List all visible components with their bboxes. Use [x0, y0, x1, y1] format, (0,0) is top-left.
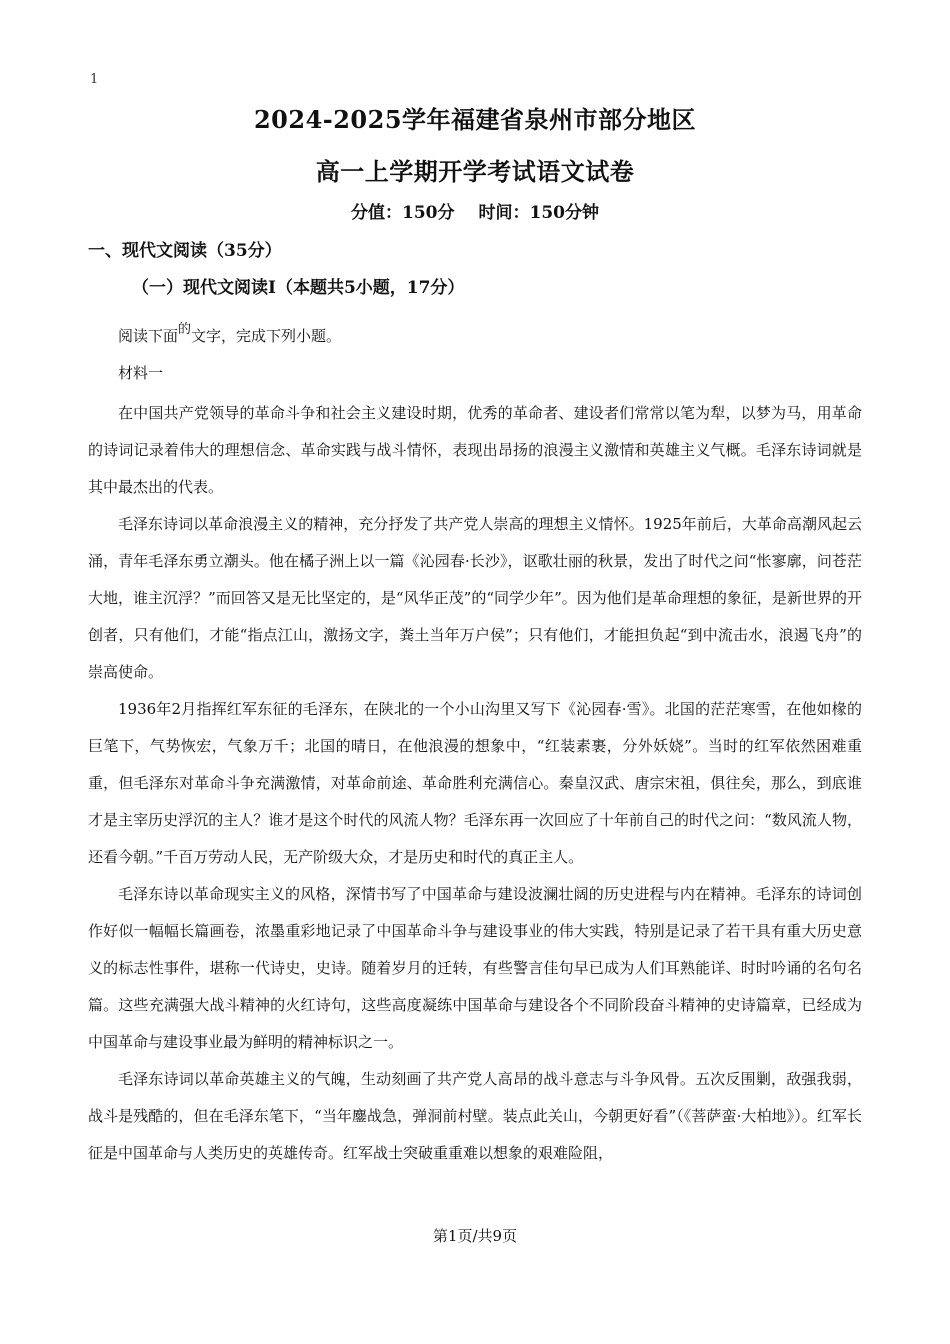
material-label: 材料一: [118, 364, 164, 382]
exam-title-line1: 2024-2025学年福建省泉州市部分地区: [253, 105, 697, 134]
exam-meta: [0, 198, 950, 223]
section-heading: 一、现代文阅读（35分）: [88, 241, 282, 261]
passage-body: [88, 395, 862, 1172]
passage-paragraph: 毛泽东诗词以革命浪漫主义的精神，充分抒发了共产党人崇高的理想主义情怀。1925年前后，大革命高潮风起云涌，青年毛泽东勇立潮头。他在橘子洲上以一篇《沁园春·长沙》，讴歌壮丽的秋景，发出了时代之问“怅寥廓，问苍茫大地，谁主沉浮？”而回答又是无比坚定的，是“风华正茂”的“同学少年”。因为他们是革命理想的象征，是新世界的开创者，只有他们，才能“指点江山，激扬文字，粪土当年万户侯”；只有他们，才能担负起“到中流击水，浪遏飞舟”的崇高使命。: [88, 515, 862, 681]
time-info: 时间：150分钟: [478, 203, 599, 223]
passage-paragraph: 1936年2月指挥红军东征的毛泽东，在陕北的一个小山沟里又写下《沁园春·雪》。北国的茫茫寒雪，在他如椽的巨笔下，气势恢宏，气象万千；北国的晴日，在他浪漫的想象中，“红装素裹，分外妖娆”。当时的红军依然困难重重，但毛泽东对革命斗争充满激情，对革命前途、革命胜利充满信心。秦皇汉武、唐宗宋祖，俱往矣，那么，到底谁才是主宰历史浮沉的主人？谁才是这个时代的风流人物？毛泽东再一次回应了十年前自己的时代之问：“数风流人物，还看今朝。”千百万劳动人民，无产阶级大众，才是历史和时代的真正主人。: [88, 700, 862, 866]
passage-paragraph: 毛泽东诗以革命现实主义的风格，深情书写了中国革命与建设波澜壮阔的历史进程与内在精神。毛泽东的诗词创作好似一幅幅长篇画卷，浓墨重彩地记录了中国革命斗争与建设事业的伟大实践，特别是记录了若干具有重大历史意义的标志性事件，堪称一代诗史，史诗。随着岁月的迁转，有些警言佳句早已成为人们耳熟能详、时时吟诵的名句名篇。这些充满强大战斗精神的火红诗句，这些高度凝练中国革命与建设各个不同阶段奋斗精神的史诗篇章，已经成为中国革命与建设事业最为鲜明的精神标识之一。: [88, 885, 862, 1051]
subsection-heading: （一）现代文阅读Ⅰ（本题共5小题，17分）: [132, 278, 465, 298]
score-info: 分值：150分: [351, 203, 455, 223]
passage-paragraph: 在中国共产党领导的革命斗争和社会主义建设时期，优秀的革命者、建设者们常常以笔为犁，以梦为马，用革命的诗词记录着伟大的理想信念、革命实践与战斗情怀，表现出昂扬的浪漫主义激情和英雄主义气概。毛泽东诗词就是其中最杰出的代表。: [88, 404, 862, 496]
page-footer: 第1页/共9页: [432, 1227, 518, 1245]
instruction-part: 文字，完成下列小题。: [191, 327, 342, 345]
corner-mark: 1: [90, 72, 99, 87]
exam-title-line2: 高一上学期开学考试语文试卷: [315, 157, 635, 186]
passage-paragraph: 毛泽东诗词以革命英雄主义的气魄，生动刻画了共产党人高昂的战斗意志与斗争风骨。五次反围剿，敌强我弱，战斗是残酷的，但在毛泽东笔下，“当年鏖战急，弹洞前村壁。装点此关山，今朝更好看”（《菩萨蛮·大柏地》）。红军长征是中国革命与人类历史的英雄传奇。红军战士突破重重难以想象的艰难险阻，: [88, 1070, 862, 1162]
instruction-raised-char: 的: [178, 322, 192, 337]
reading-instruction: [118, 318, 341, 346]
instruction-part: 阅读下面: [118, 327, 179, 345]
